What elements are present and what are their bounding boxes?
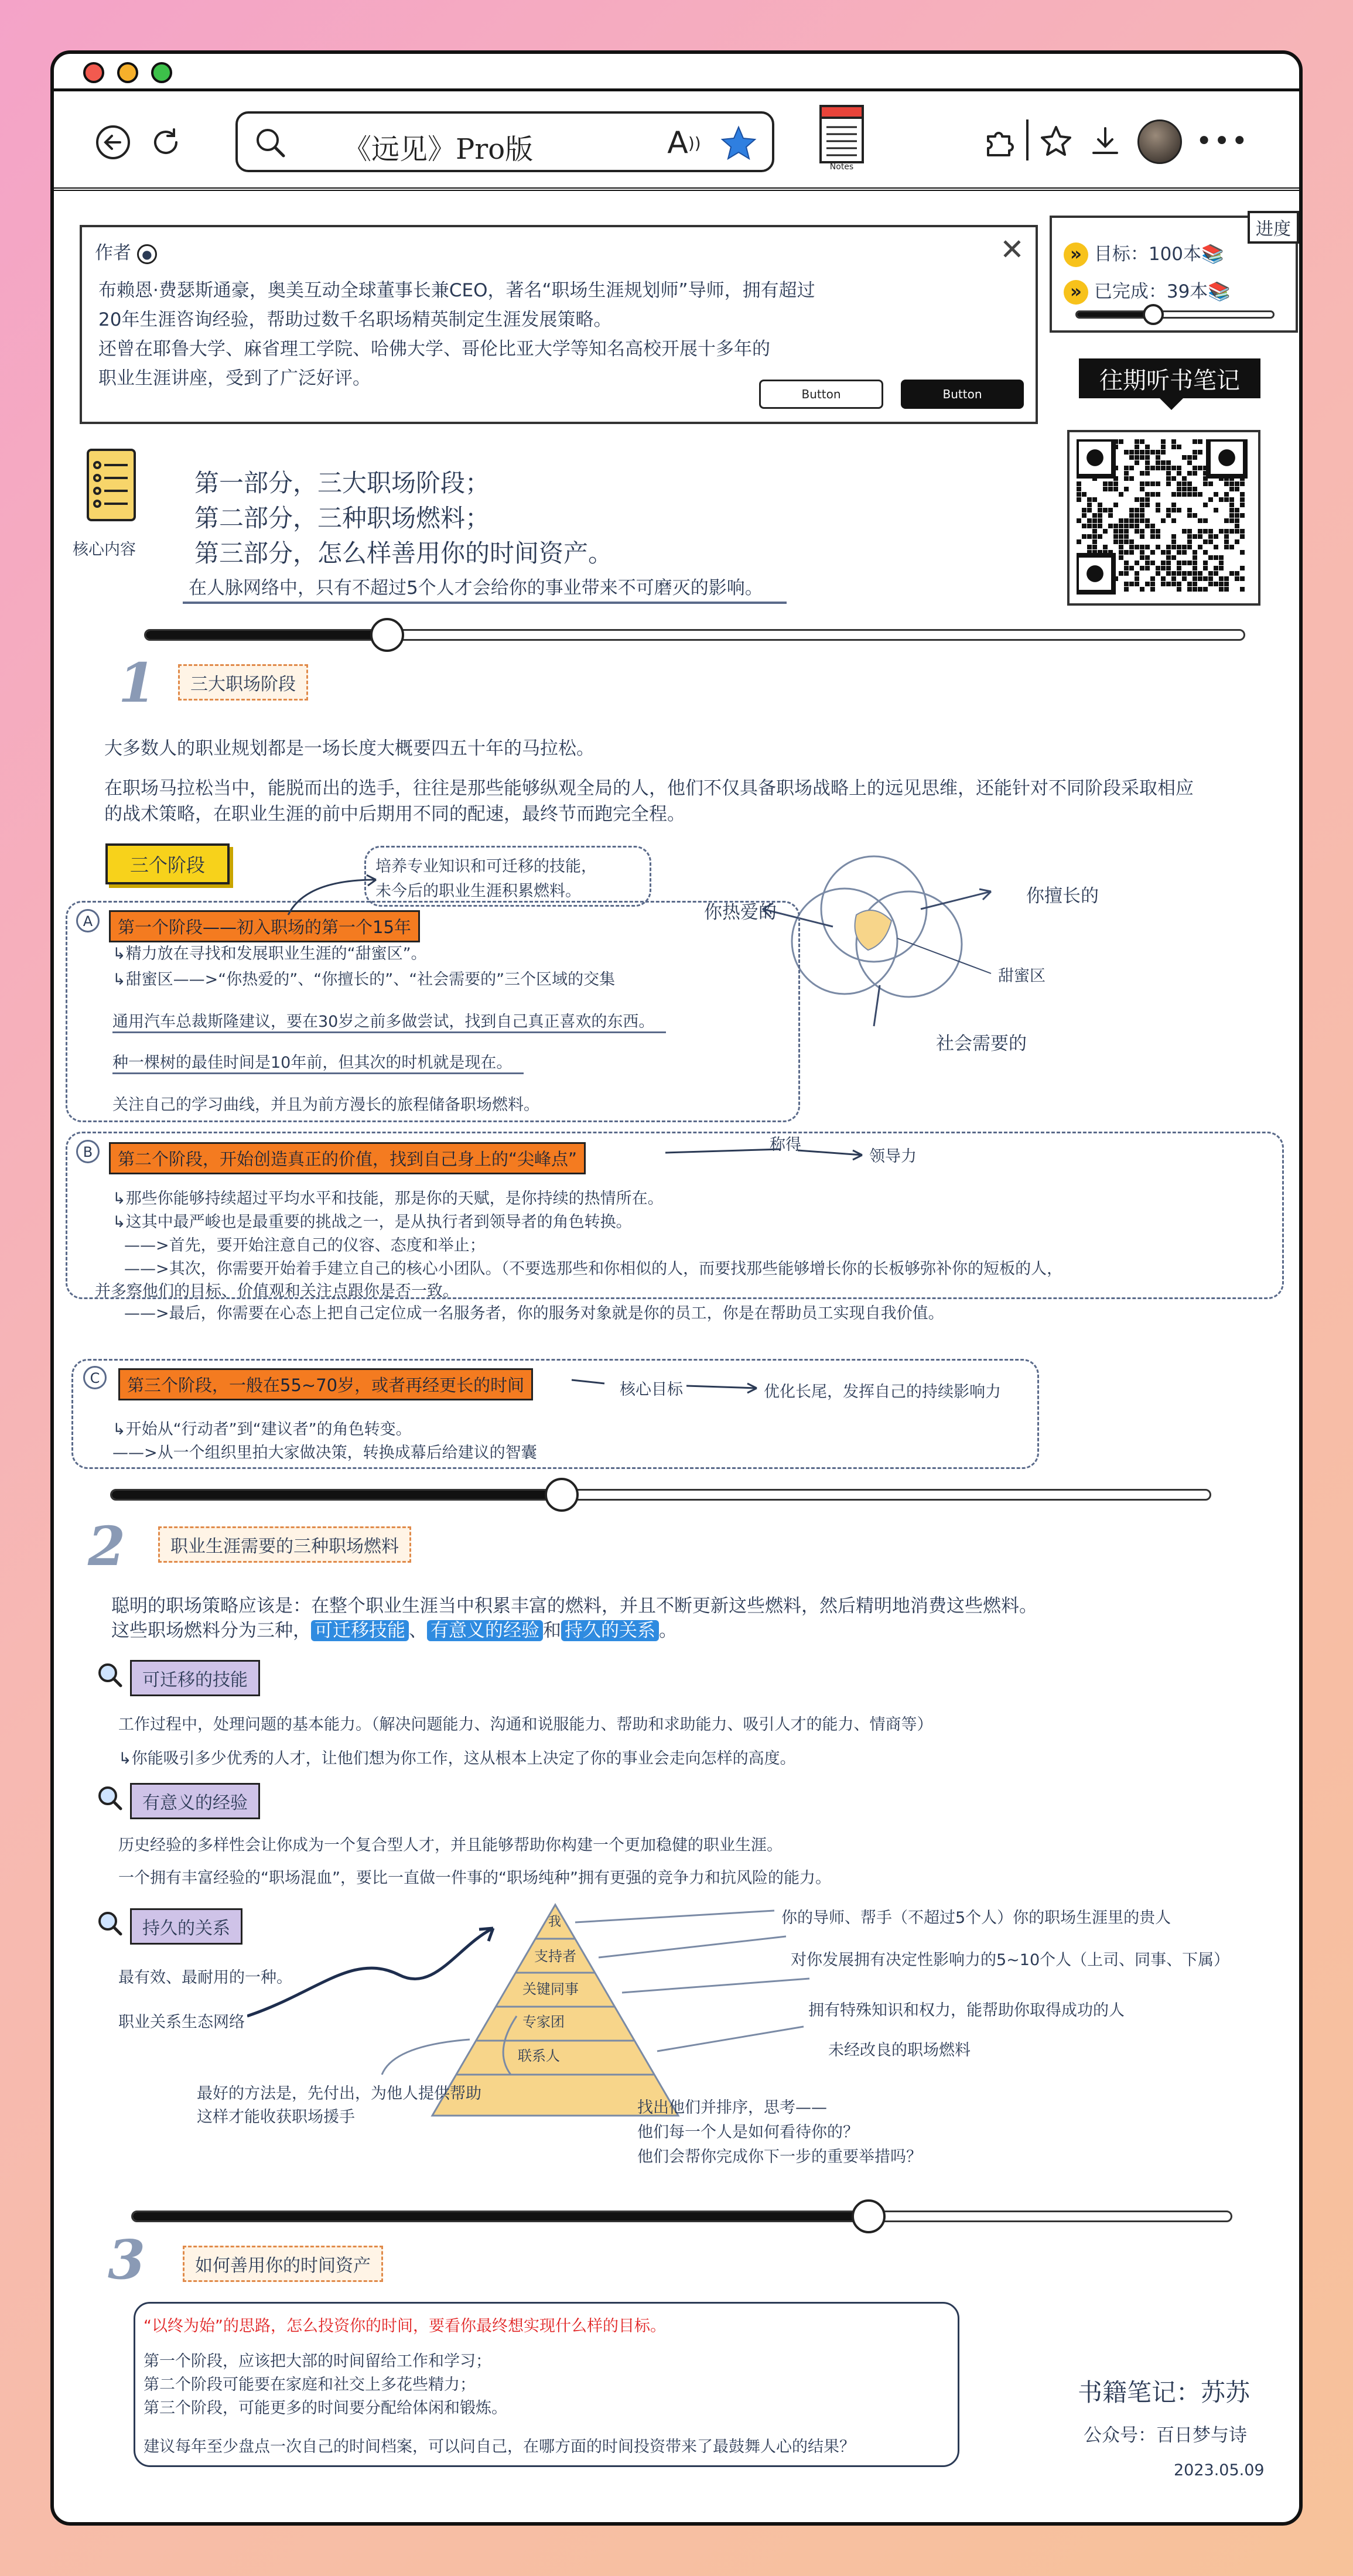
progress-tab[interactable]: 进度 [1248,211,1299,244]
toolbar-divider [1026,119,1029,160]
extensions-puzzle-icon[interactable] [979,121,1020,162]
s1-paragraph-1: 大多数人的职业规划都是一场长度大概要四五十年的马拉松。 [104,738,594,759]
section-3-tag: 如何善用你的时间资产 [183,2246,383,2282]
time-asset-line-1: 第一个阶段，应该把大部的时间留给工作和学习； [144,2352,491,2370]
double-chevron-icon: » [1064,280,1088,305]
notes-label: Notes [829,162,854,172]
pyramid-level-4: 专家团 [522,2014,565,2030]
author-line-1: 布赖恩·费瑟斯通豪，奥美互动全球董事长兼CEO，著名“职场生涯规划师”导师，拥有超过 [98,280,815,301]
bubble-line-2: 未今后的职业生涯积累燃料。 [375,882,581,900]
done-label: 已完成：39本📚 [1094,281,1231,302]
time-asset-line-2: 第二个阶段可能要在家庭和社交上多花些精力； [144,2376,476,2394]
rank-note-3: 他们会帮你完成你下一步的重要举措吗？ [637,2148,922,2166]
address-bar[interactable] [235,111,774,172]
progress-panel [1050,216,1298,333]
core-content-label: 核心内容 [73,541,136,559]
relation-note-1: 最好的方法是，先付出，为他人提供帮助 [197,2085,481,2103]
core-note: 在人脉网络中，只有不超过5个人才会给你的事业带来不可磨灭的影响。 [183,573,787,604]
s1-paragraph-2b: 的战术策略，在职业生涯的前中后期用不同的配速，最终节而跑完全程。 [104,804,685,825]
footer-title: 书籍笔记：苏苏 [1078,2378,1250,2407]
s1-paragraph-2a: 在职场马拉松当中，能脱而出的选手，往往是那些能够纵观全局的人，他们不仅具备职场战略上的远见思维，还能针对不同阶段采取相应 [104,778,1194,799]
stage-bubble [364,846,651,907]
stage-c-line-2: ——>从一个组织里拍大家做决策，转换成幕后给建议的智囊 [112,1444,537,1462]
stage-c-title: 第三个阶段，一般在55~70岁，或者再经更长的时间 [118,1368,533,1400]
stage-b-line-6: ——>最后，你需要在心态上把自己定位成一名服务者，你的服务对象就是你的员工，你是在帮助员工实现自我价值。 [124,1304,944,1323]
bubble-line-1: 培养专业知识和可迁移的技能， [375,857,597,876]
venn-center-label: 甜蜜区 [998,967,1046,985]
download-icon[interactable] [1085,121,1126,162]
stage-c-arrow-label-1: 核心目标 [620,1381,683,1399]
close-icon[interactable]: ✕ [1000,233,1024,267]
collections-star-icon[interactable] [1036,121,1077,162]
double-chevron-icon: » [1064,242,1088,267]
notes-icon[interactable] [815,98,868,175]
section-2-tag: 职业生涯需要的三种职场燃料 [158,1526,411,1563]
time-asset-box [134,2302,959,2467]
stage-a-line-5: 关注自己的学习曲线，并且为前方漫长的旅程储备职场燃料。 [112,1096,539,1114]
core-line-1: 第一部分，三大职场阶段； [194,469,490,497]
qr-caption: 往期听书笔记 [1079,358,1260,398]
highlight-transferable-skills: 可迁移技能 [311,1620,409,1641]
close-window-button[interactable] [83,62,104,83]
magnifier-icon [95,1908,125,1939]
venn-right-label: 你擅长的 [1026,886,1099,907]
venn-left-label: 你热爱的 [704,902,777,923]
stage-b-arrow-label-2: 领导力 [869,1147,917,1166]
caption-pointer [1159,397,1184,410]
pyramid-note-3: 拥有特殊知识和权力，能帮助你取得成功的人 [808,2001,1125,2020]
progress-slider-knob[interactable] [1143,304,1164,325]
pyramid-level-2: 支持者 [534,1948,576,1965]
pyramid-note-1: 你的导师、帮手（不超过5个人）你的职场生涯里的贵人 [781,1909,1171,1927]
fuel-3-title: 持久的关系 [130,1908,242,1945]
relation-note-2: 这样才能收获职场援手 [197,2108,355,2126]
stage-b-line-3: ——>首先，要开始注意自己的仪容、态度和举止； [124,1236,486,1255]
magnifier-icon [95,1660,125,1690]
fuel-3-line-2: 职业关系生态网络 [118,2013,245,2031]
stage-c-marker: C [83,1366,107,1389]
stage-a-marker: A [76,909,100,932]
author-line-4: 职业生涯讲座，受到了广泛好评。 [98,368,371,389]
stage-a-line-2: ↳甜蜜区——>“你热爱的”、“你擅长的”、“社会需要的”三个区域的交集 [112,971,616,989]
stage-a-line-3: 通用汽车总裁斯隆建议，要在30岁之前多做尝试，找到自己真正喜欢的东西。 [112,1009,666,1033]
read-aloud-icon[interactable]: A )) [667,125,701,160]
stage-b-line-2: ↳这其中最严峻也是最重要的挑战之一，是从执行者到领导者的角色转换。 [112,1213,632,1231]
footer-date: 2023.05.09 [1174,2461,1265,2479]
pyramid-note-2: 对你发展拥有决定性影响力的5~10个人（上司、同事、下属） [791,1951,1230,1969]
stage-b-marker: B [76,1140,100,1163]
core-line-2: 第二部分，三种职场燃料； [194,504,490,532]
slider-fill [112,1491,562,1499]
section-number-1: 1 [118,651,156,715]
stage-a-line-4: 种一棵树的最佳时间是10年前，但其次的时机就是现在。 [112,1050,524,1074]
person-icon: ● [137,244,157,264]
time-asset-line-3: 第三个阶段，可能更多的时间要分配给体闲和锻炼。 [144,2399,507,2417]
favorite-star-icon[interactable] [718,123,759,164]
author-line-2: 20年生涯咨询经验，帮助过数千名职场精英制定生涯发展策略。 [98,309,612,330]
maximize-window-button[interactable] [151,62,172,83]
fuel-2-line-1: 历史经验的多样性会让你成为一个复合型人才，并且能够帮助你构建一个更加稳健的职业生涯。 [118,1836,783,1854]
slider-knob[interactable] [370,618,404,652]
reload-icon[interactable] [145,122,186,163]
browser-window [50,50,1303,2526]
stage-a-line-1: ↳精力放在寻找和发展职业生涯的“甜蜜区”。 [112,945,427,963]
section-number-3: 3 [108,2228,146,2291]
time-asset-lead: “以终为始”的思路，怎么投资你的时间，要看你最终想实现什么样的目标。 [144,2317,666,2335]
qr-code[interactable] [1067,430,1260,606]
section-number-2: 2 [88,1515,126,1578]
author-panel [80,225,1038,424]
rank-note-1: 找出他们并排序，思考—— [637,2099,827,2117]
fuel-1-line-1: 工作过程中，处理问题的基本能力。（解决问题能力、沟通和说服能力、帮助和求助能力、吸引人才的能力、情商等） [118,1716,933,1734]
address-title: 《远见》Pro版 [343,133,534,166]
pyramid-level-3: 关键同事 [522,1981,579,1997]
slider-knob[interactable] [852,2199,886,2233]
highlight-lasting-relationships: 持久的关系 [561,1620,659,1641]
core-line-3: 第三部分，怎么样善用你的时间资产。 [194,539,613,568]
slider-fill [133,2212,869,2220]
solid-button[interactable]: Button [901,380,1024,409]
rank-note-2: 他们每一个人是如何看待你的？ [637,2123,859,2141]
venn-bottom-label: 社会需要的 [936,1033,1027,1054]
author-line-3: 还曾在耶鲁大学、麻省理工学院、哈佛大学、哥伦比亚大学等知名高校开展十多年的 [98,339,770,360]
section-slider-1[interactable] [144,629,1245,641]
section-1-tag: 三大职场阶段 [178,664,308,701]
section-slider-2[interactable] [110,1489,1211,1501]
pyramid-level-1: 我 [548,1915,562,1929]
s2-paragraph-1: 聪明的职场策略应该是：在整个职业生涯当中积累丰富的燃料，并且不断更新这些燃料，然后精明地消费这些燃料。 [111,1596,1037,1617]
fuel-2-title: 有意义的经验 [130,1783,260,1819]
minimize-window-button[interactable] [117,62,138,83]
search-icon [252,124,289,162]
more-menu-icon[interactable]: ••• [1195,125,1249,158]
stage-c-arrow-label-2: 优化长尾，发挥自己的持续影响力 [764,1383,1001,1401]
fuel-2-line-2: 一个拥有丰富经验的“职场混血”，要比一直做一件事的“职场纯种”拥有更强的竞争力和抗风险的能力。 [118,1869,831,1887]
stage-a-arrow [282,874,388,921]
footer-account: 公众号：百日梦与诗 [1084,2425,1247,2446]
target-row [1064,239,1224,267]
highlight-meaningful-experience: 有意义的经验 [427,1620,543,1641]
outline-button[interactable]: Button [759,380,883,409]
stage-b-title: 第二个阶段，开始创造真正的价值，找到自己身上的“尖峰点” [109,1142,586,1174]
time-asset-last: 建议每年至少盘点一次自己的时间档案，可以问自己，在哪方面的时间投资带来了最鼓舞人心的结果？ [144,2438,855,2456]
fuel-3-line-1: 最有效、最耐用的一种。 [118,1969,292,1987]
browser-toolbar [54,91,1299,191]
progress-slider[interactable] [1075,310,1275,319]
stage-b-arrow-label-1: 称得 [770,1136,801,1154]
core-content-icon [81,447,139,529]
slider-knob[interactable] [545,1478,579,1512]
author-label: 作者 ● [95,238,157,264]
progress-slider-fill [1077,312,1153,317]
fuel-1-title: 可迁移的技能 [130,1660,260,1696]
pyramid-note-4: 未经改良的职场燃料 [828,2041,971,2059]
magnifier-icon [95,1783,125,1813]
stage-a-title: 第一个阶段——初入职场的第一个15年 [109,910,420,942]
three-stages-tag: 三个阶段 [105,843,230,884]
done-row [1064,276,1231,305]
back-icon[interactable] [93,122,134,163]
section-slider-3[interactable] [131,2211,1232,2222]
stage-c-line-1: ↳开始从“行动者”到“建议者”的角色转变。 [112,1420,412,1439]
stage-b-line-5: 并多察他们的目标、价值观和关注点跟你是否一致。 [95,1282,459,1300]
fuel-1-line-2: ↳你能吸引多少优秀的人才，让他们想为你工作，这从根本上决定了你的事业会走向怎样的高度。 [118,1750,796,1768]
stage-b-line-4: ——>其次，你需要开始着手建立自己的核心小团队。（不要选那些和你相似的人，而要找那些能够增长你的长板够弥补你的短板的人， [124,1260,1063,1278]
s2-paragraph-2: 这些职场燃料分为三种， 可迁移技能 、 有意义的经验 和 持久的关系 。 [111,1620,677,1641]
slider-fill [146,631,387,639]
pyramid-level-5: 联系人 [518,2048,560,2064]
target-label: 目标：100本📚 [1094,244,1224,265]
title-bar [54,54,1299,91]
avatar[interactable] [1137,119,1182,164]
stage-b-line-1: ↳那些你能够持续超过平均水平和技能，那是你的天赋，是你持续的热情所在。 [112,1190,664,1208]
